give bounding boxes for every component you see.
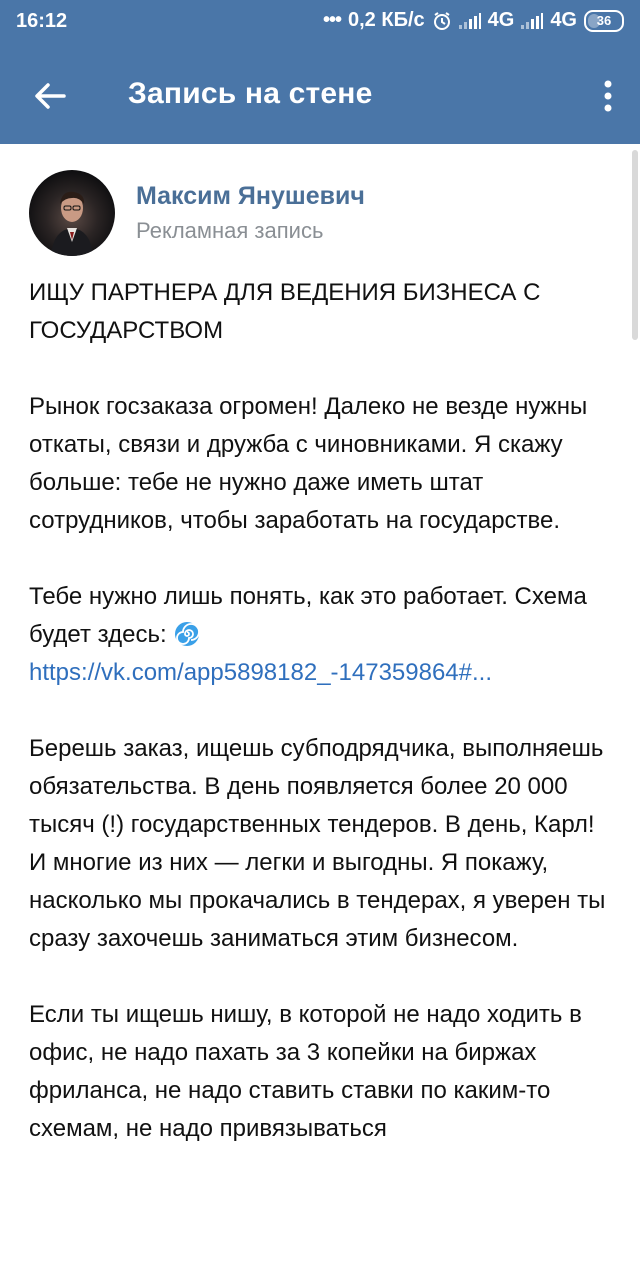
status-time: 16:12 (16, 10, 68, 32)
post-paragraph-4: Если ты ищешь нишу, в которой не надо ходить в офис, не надо пахать за 3 копейки на биржах фриланса, не надо ставить ставки по каким-то схемам, не надо привязываться (29, 1001, 582, 1142)
status-indicators (323, 9, 624, 32)
network-type-1: 4G (487, 9, 515, 31)
post-paragraph-2-text: Тебе нужно лишь понять, как это работает. Схема будет здесь: (29, 583, 587, 648)
spiral-icon (173, 620, 201, 648)
signal-icon (459, 13, 481, 29)
signal-icon-2 (521, 13, 543, 29)
battery-level: 36 (596, 12, 612, 28)
post-author[interactable]: Максим Янушевич (136, 182, 365, 210)
alarm-icon (432, 11, 452, 31)
network-type-2: 4G (550, 9, 577, 31)
avatar[interactable] (29, 170, 115, 256)
post-body (29, 274, 614, 1186)
post-paragraph-3: Берешь заказ, ищешь субподрядчика, выполняешь обязательства. В день появляется более 20 000 тысяч (!) государственных тендеров. В день, Карл! И многие из них — легки и выгодны. Я покажу, насколько мы прокачались в тендерах, я уверен ты сразу захочешь заниматься этим бизнесом. (29, 735, 606, 952)
back-button[interactable] (26, 72, 74, 120)
status-bar (0, 0, 640, 44)
arrow-left-icon (26, 72, 74, 120)
more-options-button[interactable] (596, 72, 620, 120)
network-speed: 0,2 КБ/с (348, 9, 425, 31)
activity-dots-icon: ••• (322, 9, 341, 31)
post-paragraph-1: Рынок госзаказа огромен! Далеко не везде нужны откаты, связи и дружба с чиновниками. Я скажу больше: тебе не нужно даже иметь штат сотрудников, чтобы заработать на государстве. (29, 393, 588, 534)
post-subtitle: Рекламная запись (136, 218, 324, 243)
more-vertical-icon (596, 72, 620, 120)
post-headline: ИЩУ ПАРТНЕРА ДЛЯ ВЕДЕНИЯ БИЗНЕСА С ГОСУДАРСТВОМ (29, 279, 541, 344)
post-paragraph-2 (29, 578, 614, 692)
toolbar (0, 48, 640, 144)
battery-icon (584, 10, 624, 32)
scrollbar[interactable] (632, 150, 638, 340)
avatar-image (29, 170, 115, 256)
post-link[interactable]: https://vk.com/app5898182_-147359864#... (29, 659, 493, 686)
page-title: Запись на стене (128, 77, 373, 110)
